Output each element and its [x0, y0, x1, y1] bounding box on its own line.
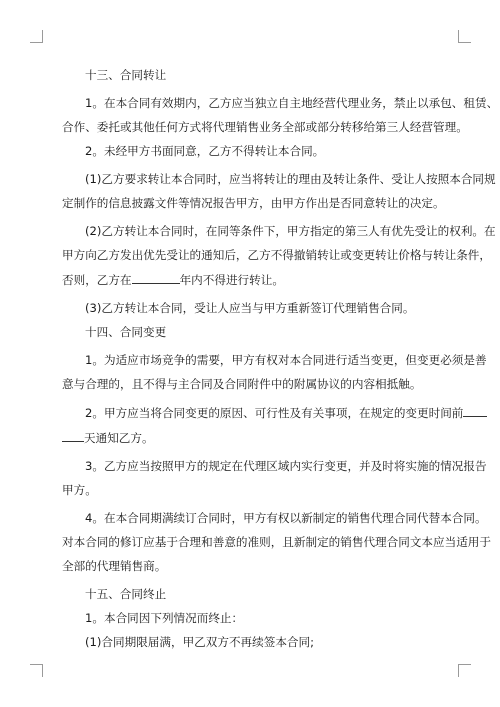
line-text: 甲方。 [62, 483, 97, 497]
line-text: 对本合同的修订应基于合理和善意的准则，且新制定的销售代理合同文本应当适用于 [62, 535, 491, 549]
text-line [62, 272, 442, 287]
line-text: 1。在本合同有效期内，乙方应当独立自主地经营代理业务，禁止以承包、租赁、 [85, 96, 499, 110]
line-text: 合作、委托或其他任何方式将代理销售业务全部或部分转移给第三人经营管理。 [62, 120, 468, 134]
text-line [62, 325, 442, 339]
text-line [62, 353, 487, 367]
line-text: 4。在本合同期满续订合同时，甲方有权以新制定的销售代理合同代替本合同。 [85, 511, 487, 525]
text-line [62, 483, 442, 497]
crop-mark-top-right [458, 30, 471, 43]
fill-in-blank [132, 272, 180, 284]
text-line [62, 120, 468, 134]
text-line [62, 172, 496, 186]
line-text: 1。为适应市场竞争的需要，甲方有权对本合同进行适当变更，但变更必须是善 [85, 353, 487, 367]
crop-mark-top-left [30, 30, 43, 43]
fill-in-blank [463, 405, 487, 417]
text-line [62, 587, 442, 601]
line-text: 2。甲方应当将合同变更的原因、可行性及有关事项，在规定的变更时间前 [85, 406, 464, 420]
line-text: (1)乙方要求转让本合同时，应当将转让的理由及转让条件、受让人按照本合同规 [85, 172, 496, 186]
text-line [62, 224, 496, 238]
line-text: (3)乙方转让本合同，受让人应当与甲方重新签订代理销售合同。 [85, 301, 415, 315]
text-line [62, 377, 442, 391]
line-text: 全部的代理销售商。 [62, 559, 167, 573]
text-line [62, 248, 491, 262]
text-line [62, 196, 445, 210]
line-text: 十五、合同终止 [85, 587, 167, 601]
text-line [62, 559, 442, 573]
text-line [62, 535, 491, 549]
crop-mark-bottom-right [458, 664, 471, 677]
line-text: 定制作的信息披露文件等情况报告甲方，由甲方作出是否同意转让的决定。 [62, 196, 445, 210]
line-text: 十四、合同变更 [85, 325, 167, 339]
text-line [62, 511, 487, 525]
text-line [62, 144, 442, 158]
text-line [62, 611, 442, 625]
line-text: 意与合理的，且不得与主合同及合同附件中的附属协议的内容相抵触。 [62, 377, 422, 391]
line-text-after-blank: 年内不得进行转让。 [179, 273, 284, 287]
line-text: 否则，乙方在 [62, 273, 132, 287]
line-text: 2。未经甲方书面同意，乙方不得转让本合同。 [85, 144, 325, 158]
text-line [62, 405, 464, 420]
document-body [62, 68, 499, 649]
text-line [62, 430, 442, 445]
line-text: (2)乙方转让本合同时，在同等条件下，甲方指定的第三人有优先受让的权利。在 [85, 224, 496, 238]
text-line [62, 68, 442, 82]
text-line [62, 301, 442, 315]
text-line [62, 96, 499, 110]
crop-mark-bottom-left [30, 664, 43, 677]
text-line [62, 635, 442, 649]
line-text: (1)合同期限届满，甲乙双方不再续签本合同; [85, 635, 315, 649]
line-text: 十三、合同转让 [85, 68, 167, 82]
line-text-after-blank: 天通知乙方。 [84, 431, 154, 445]
line-text: 3。乙方应当按照甲方的规定在代理区域内实行变更，并及时将实施的情况报告 [85, 459, 487, 473]
line-text: 甲方向乙方发出优先受让的通知后，乙方不得撤销转让或变更转让价格与转让条件， [62, 248, 491, 262]
text-line [62, 459, 487, 473]
line-text: 1。本合同因下列情况而终止： [85, 611, 244, 625]
fill-in-blank [62, 430, 84, 442]
